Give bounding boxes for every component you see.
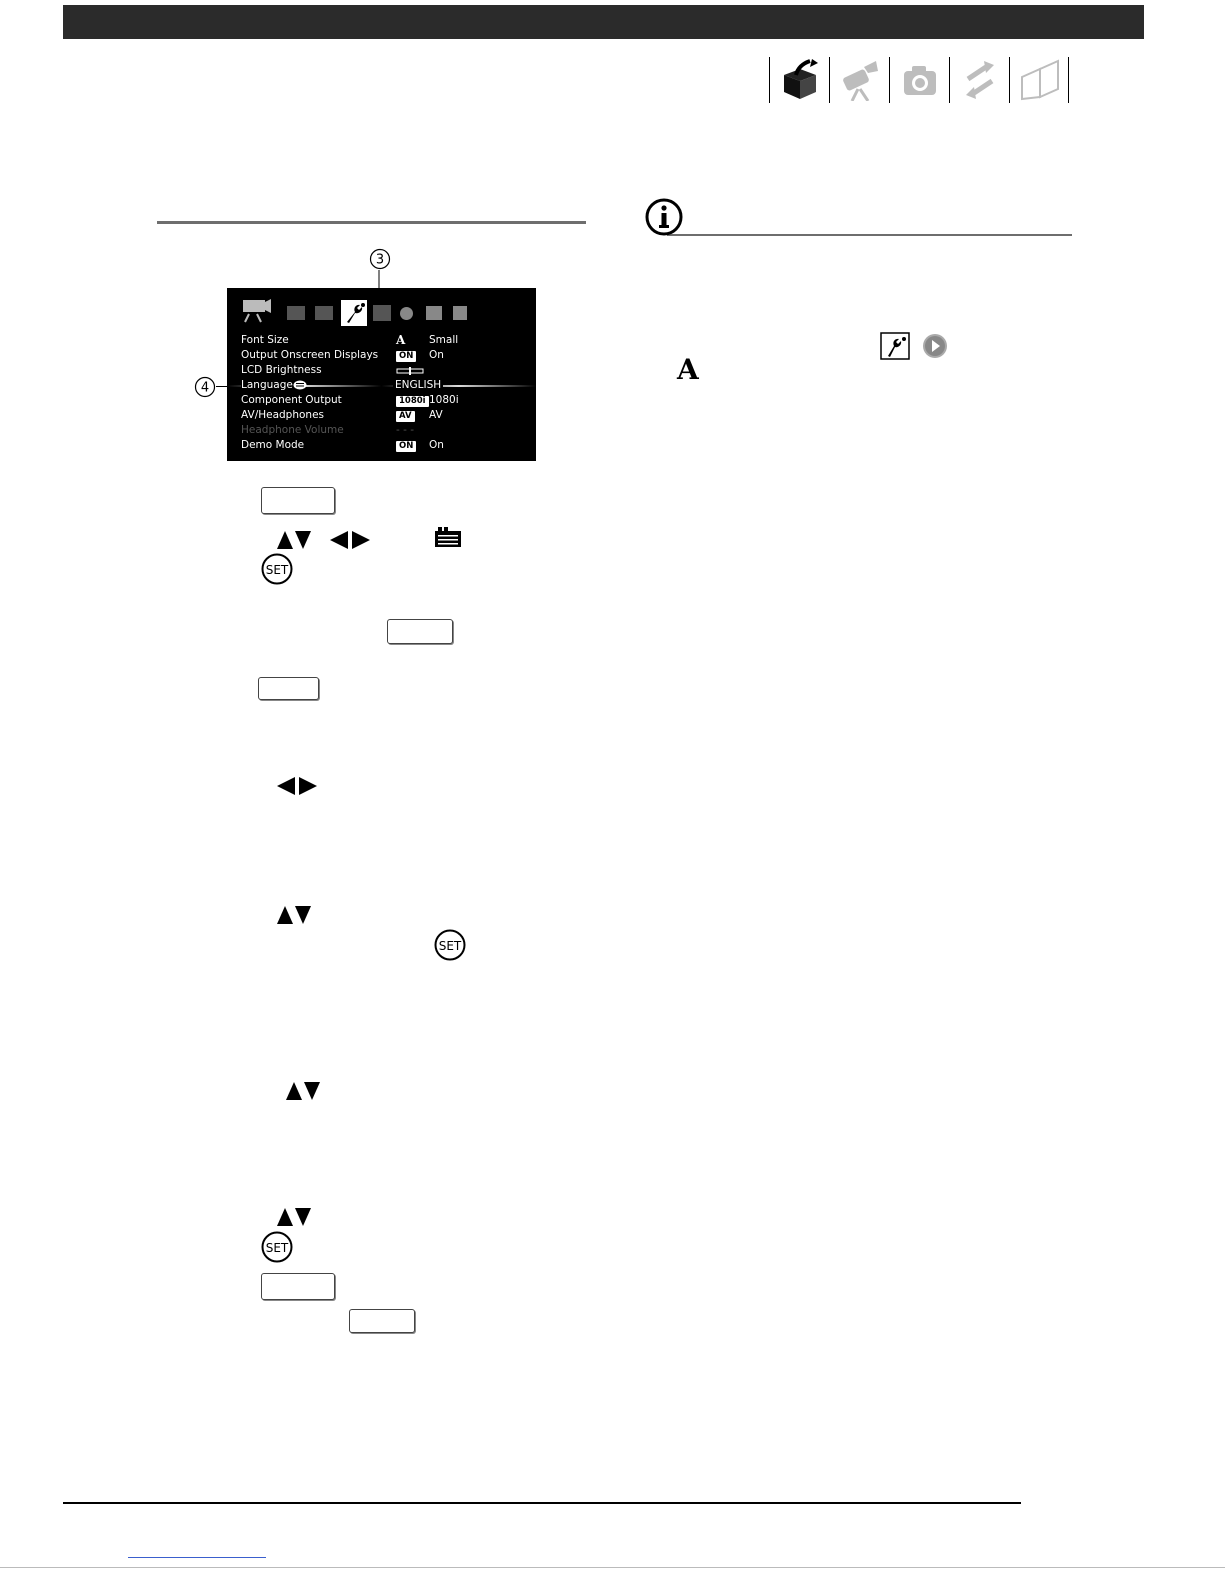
menu-row-headphone-volume xyxy=(241,424,531,439)
set-button-icon-3 xyxy=(261,1231,293,1263)
menu-row-demo-mode[interactable] xyxy=(241,439,531,454)
camera-menu-screen xyxy=(227,288,536,461)
callout-3 xyxy=(369,248,391,270)
up-down-arrows-icon xyxy=(276,530,312,550)
nav-tab-external-connections[interactable] xyxy=(949,57,1008,103)
left-right-arrows-icon xyxy=(329,530,371,550)
set-button-icon-2 xyxy=(434,929,466,961)
func-button-icon-3 xyxy=(261,1273,335,1300)
transfer-arrows-icon xyxy=(958,59,1002,101)
brightness-slider-icon xyxy=(396,367,424,375)
page-bottom-edge xyxy=(0,1567,1225,1568)
section-divider-right xyxy=(667,234,1072,236)
menu-row-language-selected[interactable] xyxy=(227,379,536,394)
menu-tab-camera-setup-1[interactable] xyxy=(287,306,305,320)
up-down-arrows-icon-4 xyxy=(276,1207,312,1227)
menu-row-badge: ON xyxy=(396,351,416,362)
menu-row-component-output[interactable] xyxy=(241,394,531,409)
info-icon xyxy=(645,198,683,236)
section-divider-left xyxy=(157,221,586,224)
menu-row-value: Small xyxy=(429,334,459,346)
footer-rule xyxy=(63,1502,1021,1504)
box-arrow-icon xyxy=(778,59,822,101)
func-button-icon-2 xyxy=(387,619,453,644)
menu-row-badge: AV xyxy=(396,411,415,422)
menu-row-value: On xyxy=(429,439,444,451)
nav-tab-photos[interactable] xyxy=(889,57,948,103)
menu-row-value: 1080i xyxy=(429,394,459,406)
menu-row-label: Language xyxy=(241,379,296,391)
menu-row-lcd-brightness[interactable] xyxy=(241,364,531,379)
footer-link-underline[interactable] xyxy=(128,1557,266,1558)
menu-row-label: AV/Headphones xyxy=(241,409,325,421)
menu-row-value: ENGLISH xyxy=(395,379,442,391)
menu-row-value: - - - xyxy=(396,424,415,436)
menu-row-label: Headphone Volume xyxy=(241,424,344,436)
nav-tab-additional-info[interactable] xyxy=(1009,57,1069,103)
svg-text:SET: SET xyxy=(265,563,289,577)
up-down-arrows-icon-3 xyxy=(285,1081,321,1101)
menu-row-label: Demo Mode xyxy=(241,439,305,451)
movie-mode-icon xyxy=(239,296,273,324)
font-size-symbol: A xyxy=(677,353,699,386)
menu-row-badge: ON xyxy=(396,441,416,452)
menu-tab-camera-setup-2[interactable] xyxy=(315,306,333,320)
menu-list-icon xyxy=(434,526,462,548)
menu-tab-check[interactable] xyxy=(400,307,413,320)
menu-tab-info[interactable] xyxy=(426,306,442,320)
nav-tab-video[interactable] xyxy=(829,57,888,103)
video-camera-icon xyxy=(838,59,882,101)
svg-text:SET: SET xyxy=(265,1241,289,1255)
menu-row-font-size[interactable] xyxy=(241,334,531,349)
menu-row-av-headphones[interactable] xyxy=(241,409,531,424)
nav-tab-getting-started[interactable] xyxy=(769,57,828,103)
up-down-arrows-icon-2 xyxy=(276,905,312,925)
callout-4 xyxy=(194,376,216,398)
menu-row-badge: 1080i xyxy=(396,396,429,407)
menu-row-label: LCD Brightness xyxy=(241,364,322,376)
menu-button-icon xyxy=(258,677,319,700)
menu-row-label: Component Output xyxy=(241,394,342,406)
menu-tab-close[interactable] xyxy=(453,306,467,320)
menu-tab-strip xyxy=(283,302,478,324)
wrench-setup-icon xyxy=(341,300,367,326)
menu-tab-system-setup-2[interactable] xyxy=(373,305,391,321)
speech-bubble-icon xyxy=(293,380,307,391)
next-arrow-circle-icon xyxy=(922,333,948,359)
left-right-arrows-icon-2 xyxy=(276,776,318,796)
menu-row-output-osd[interactable] xyxy=(241,349,531,364)
menu-row-value: AV xyxy=(429,409,443,421)
func-button-icon xyxy=(261,487,335,514)
book-icon xyxy=(1018,59,1062,101)
setup-menu-icon xyxy=(880,332,910,360)
set-button-icon xyxy=(261,553,293,585)
menu-row-label: Font Size xyxy=(241,334,289,346)
svg-text:3: 3 xyxy=(375,252,385,268)
menu-row-label: Output Onscreen Displays xyxy=(241,349,379,361)
svg-text:4: 4 xyxy=(200,380,210,396)
menu-row-value: On xyxy=(429,349,444,361)
top-header-bar xyxy=(63,5,1144,39)
menu-tab-system-setup-active[interactable] xyxy=(341,300,367,326)
photo-camera-icon xyxy=(898,59,942,101)
menu-button-icon-2 xyxy=(349,1309,415,1333)
font-size-glyph: A xyxy=(396,333,406,347)
svg-text:SET: SET xyxy=(438,939,462,953)
